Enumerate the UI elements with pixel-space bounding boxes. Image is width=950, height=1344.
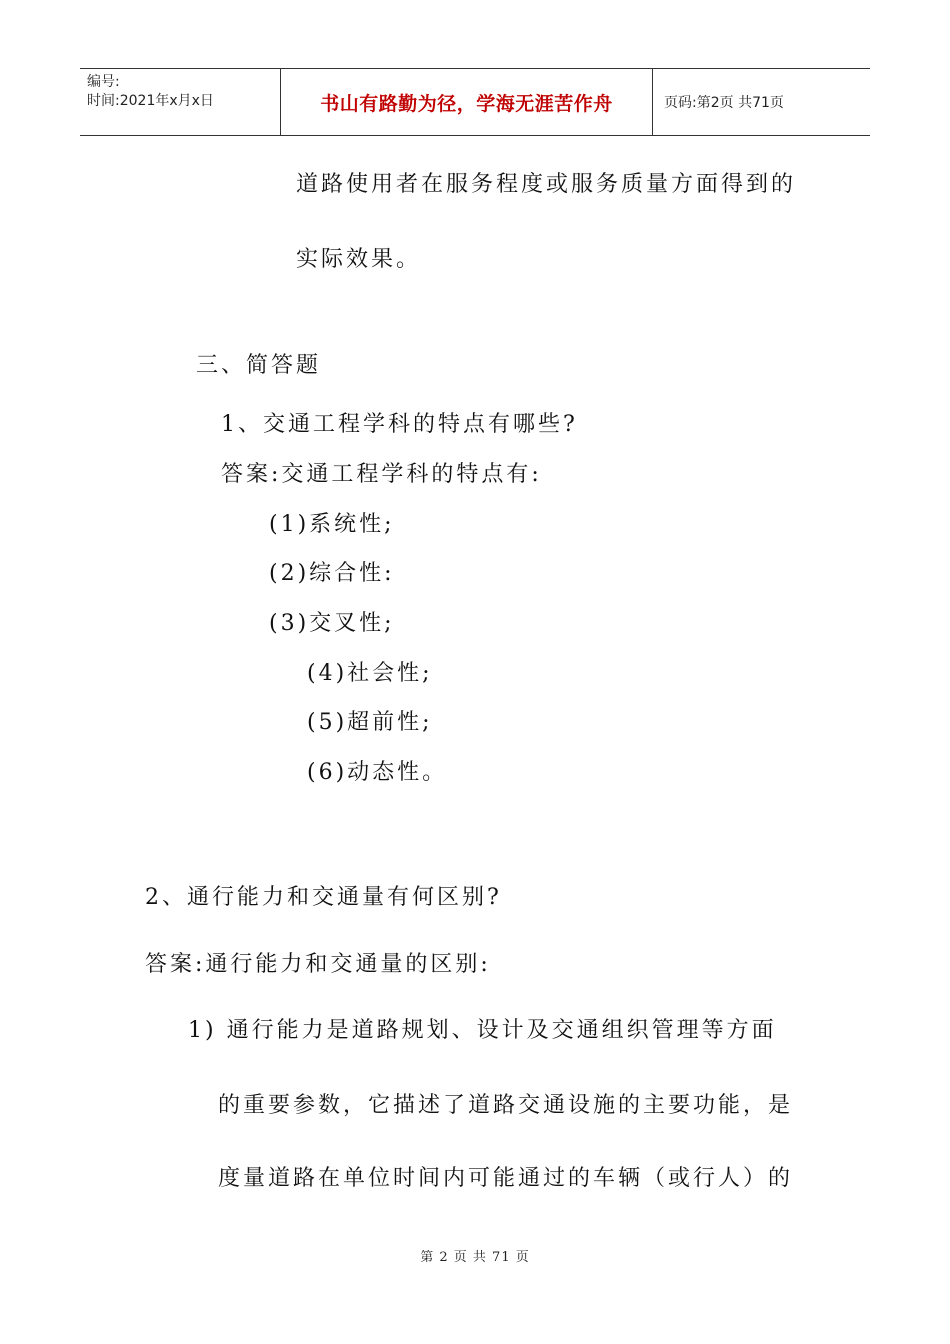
answer-1-item: (6)动态性。 [307,760,448,785]
answer-2-intro: 答案:通行能力和交通量的区别: [145,952,491,977]
answer-1-item: (4)社会性; [307,661,433,686]
answer-2-paragraph: 度量道路在单位时间内可能通过的车辆（或行人）的 [218,1166,794,1191]
answer-1-item: (2)综合性: [269,561,395,586]
question-1: 1、交通工程学科的特点有哪些? [221,412,578,437]
answer-1-item: (5)超前性; [307,710,433,735]
body-line: 实际效果。 [296,247,422,272]
answer-2-paragraph: 1) 通行能力是道路规划、设计及交通组织管理等方面 [188,1018,777,1043]
body-line: 道路使用者在服务程度或服务质量方面得到的 [296,172,797,197]
page-footer: 第 2 页 共 71 页 [420,1250,530,1265]
header-motto: 书山有路勤为径，学海无涯苦作舟 [281,69,653,135]
question-2: 2、通行能力和交通量有何区别? [145,885,502,910]
document-number-label: 编号: [87,74,120,90]
section-heading: 三、简答题 [196,353,322,378]
answer-1-item: (1)系统性; [269,512,395,537]
header-meta [80,69,281,135]
answer-2-paragraph: 的重要参数，它描述了道路交通设施的主要功能，是 [218,1093,794,1118]
answer-1-intro: 答案:交通工程学科的特点有: [221,462,542,487]
header-page-info: 页码:第2页 共71页 [664,95,784,111]
page-header [80,68,870,136]
answer-1-item: (3)交叉性; [269,611,395,636]
document-time-label: 时间:2021年x月x日 [87,93,214,109]
